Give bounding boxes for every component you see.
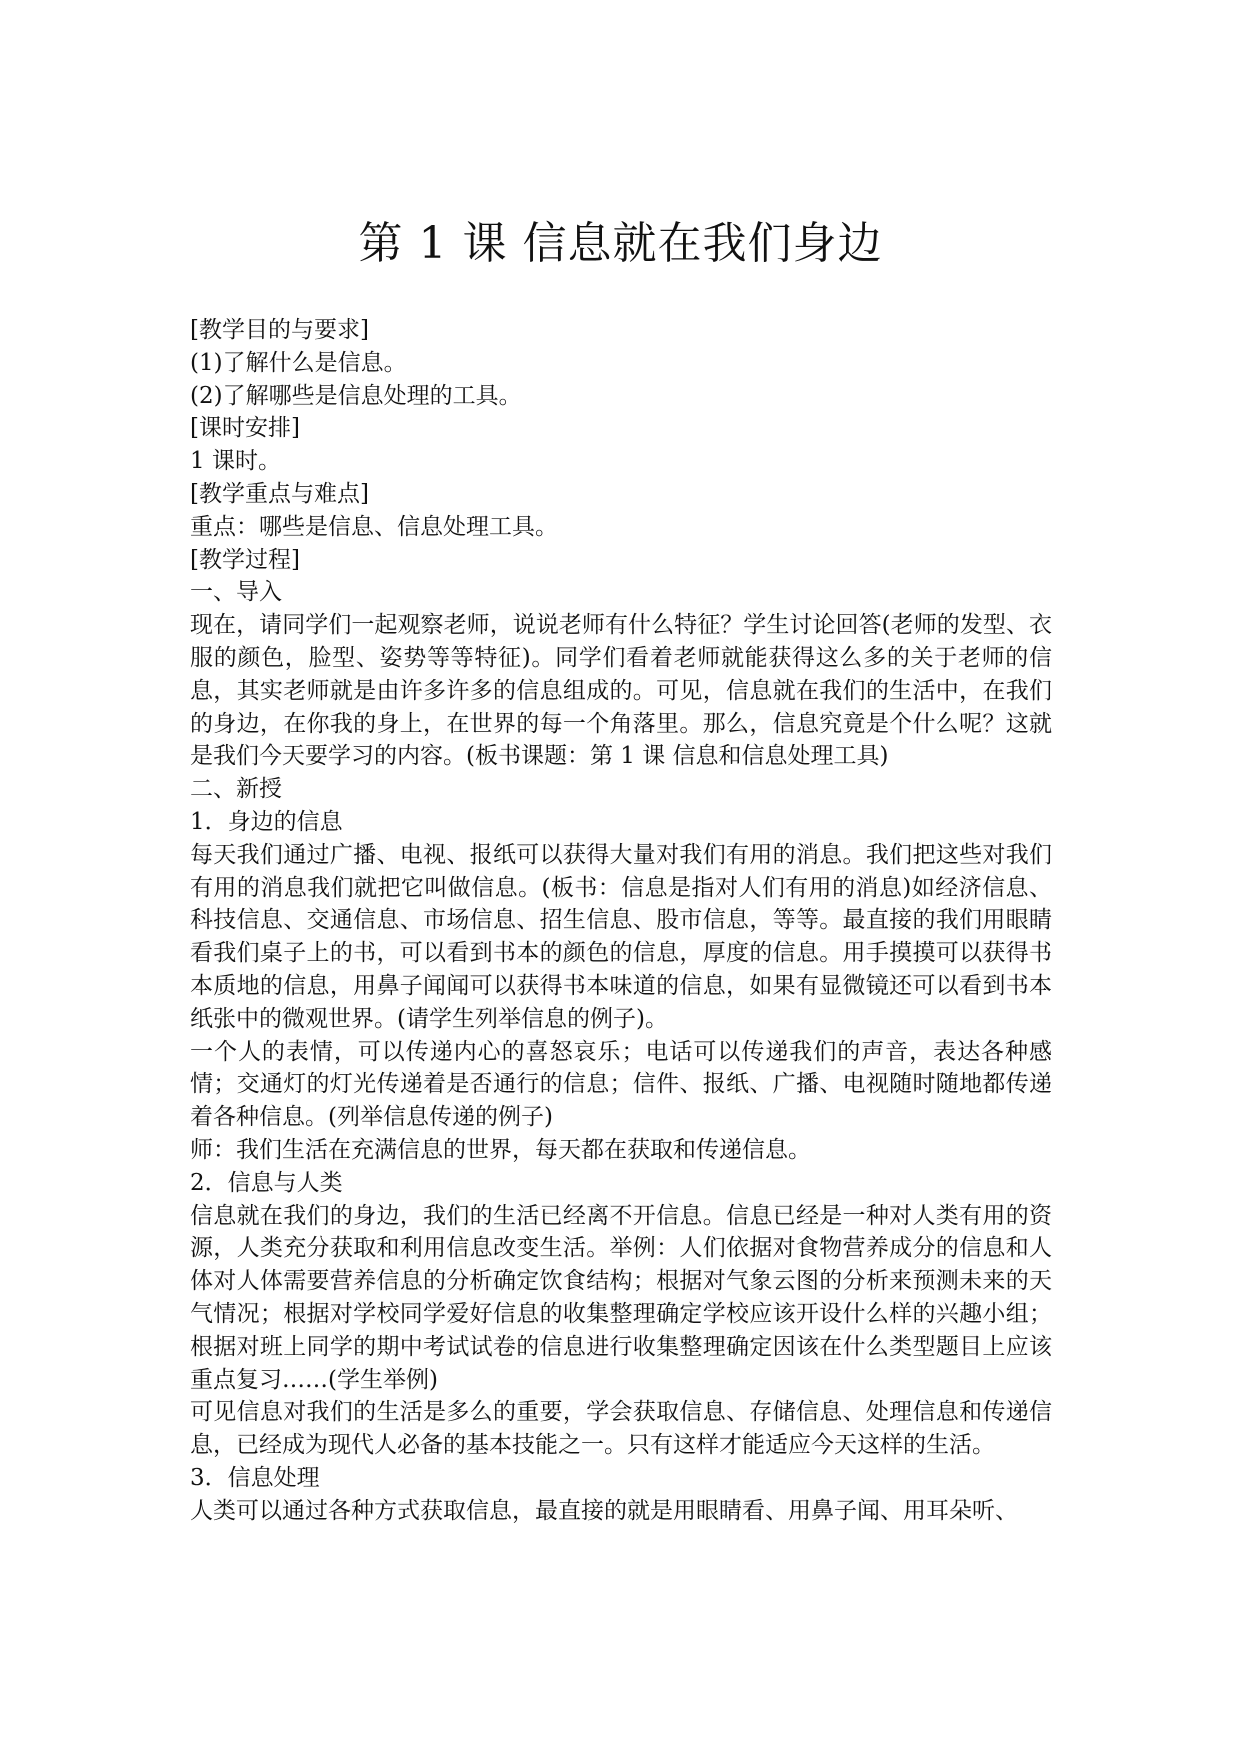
body-paragraph: 师：我们生活在充满信息的世界，每天都在获取和传递信息。 (190, 1136, 811, 1163)
body-paragraph: 可见信息对我们的生活是多么的重要，学会获取信息、存储信息、处理信息和传递信息，已经成为现代人必备的基本技能之一。只有这样才能适应今天这样的生活。 (190, 1399, 1052, 1459)
document-title: 第 1 课 信息就在我们身边 (358, 218, 883, 269)
objective-item: (2)了解哪些是信息处理的工具。 (190, 382, 522, 409)
subsection-heading-new-lesson: 二、新授 (190, 776, 282, 803)
section-heading-schedule: [课时安排] (190, 415, 300, 442)
section-heading-process: [教学过程] (190, 546, 300, 573)
topic-heading: 1．身边的信息 (190, 808, 343, 835)
topic-heading: 3．信息处理 (190, 1464, 320, 1491)
topic-heading: 2．信息与人类 (190, 1169, 343, 1196)
body-paragraph: 现在，请同学们一起观察老师，说说老师有什么特征？学生讨论回答(老师的发型、衣服的颜色，脸型、姿势等等特征)。同学们看着老师就能获得这么多的关于老师的信息，其实老师就是由许多许多的信息组成的。可见，信息就在我们的生活中，在我们的身边，在你我的身上，在世界的每一个角落里。那么，信息究竟是个什么呢？这就是我们今天要学习的内容。(板书课题：第 1 课 信息和信息处理工具) (190, 612, 1052, 770)
body-paragraph: 一个人的表情，可以传递内心的喜怒哀乐；电话可以传递我们的声音，表达各种感情；交通灯的灯光传递着是否通行的信息；信件、报纸、广播、电视随时随地都传递着各种信息。(列举信息传递的例子) (190, 1038, 1052, 1131)
schedule-text: 1 课时。 (190, 448, 281, 475)
body-paragraph: 每天我们通过广播、电视、报纸可以获得大量对我们有用的消息。我们把这些对我们有用的消息我们就把它叫做信息。(板书：信息是指对人们有用的消息)如经济信息、科技信息、交通信息、市场信息、招生信息、股市信息，等等。最直接的我们用眼睛看我们桌子上的书，可以看到书本的颜色的信息，厚度的信息。用手摸摸可以获得书本质地的信息，用鼻子闻闻可以获得书本味道的信息，如果有显微镜还可以看到书本纸张中的微观世界。(请学生列举信息的例子)。 (190, 841, 1052, 1032)
body-paragraph: 信息就在我们的身边，我们的生活已经离不开信息。信息已经是一种对人类有用的资源，人类充分获取和利用信息改变生活。举例：人们依据对食物营养成分的信息和人体对人体需要营养信息的分析确定饮食结构；根据对气象云图的分析来预测未来的天气情况；根据对学校同学爱好信息的收集整理确定学校应该开设什么样的兴趣小组；根据对班上同学的期中考试试卷的信息进行收集整理确定因该在什么类型题目上应该重点复习……(学生举例) (190, 1202, 1052, 1393)
objective-item: (1)了解什么是信息。 (190, 349, 407, 376)
key-points-text: 重点：哪些是信息、信息处理工具。 (190, 513, 558, 540)
section-heading-objectives: [教学目的与要求] (190, 317, 369, 343)
body-paragraph: 人类可以通过各种方式获取信息，最直接的就是用眼睛看、用鼻子闻、用耳朵听、 (190, 1497, 1018, 1524)
section-heading-key-points: [教学重点与难点] (190, 480, 369, 507)
subsection-heading-intro: 一、导入 (190, 579, 282, 606)
document-body (190, 314, 1052, 1527)
